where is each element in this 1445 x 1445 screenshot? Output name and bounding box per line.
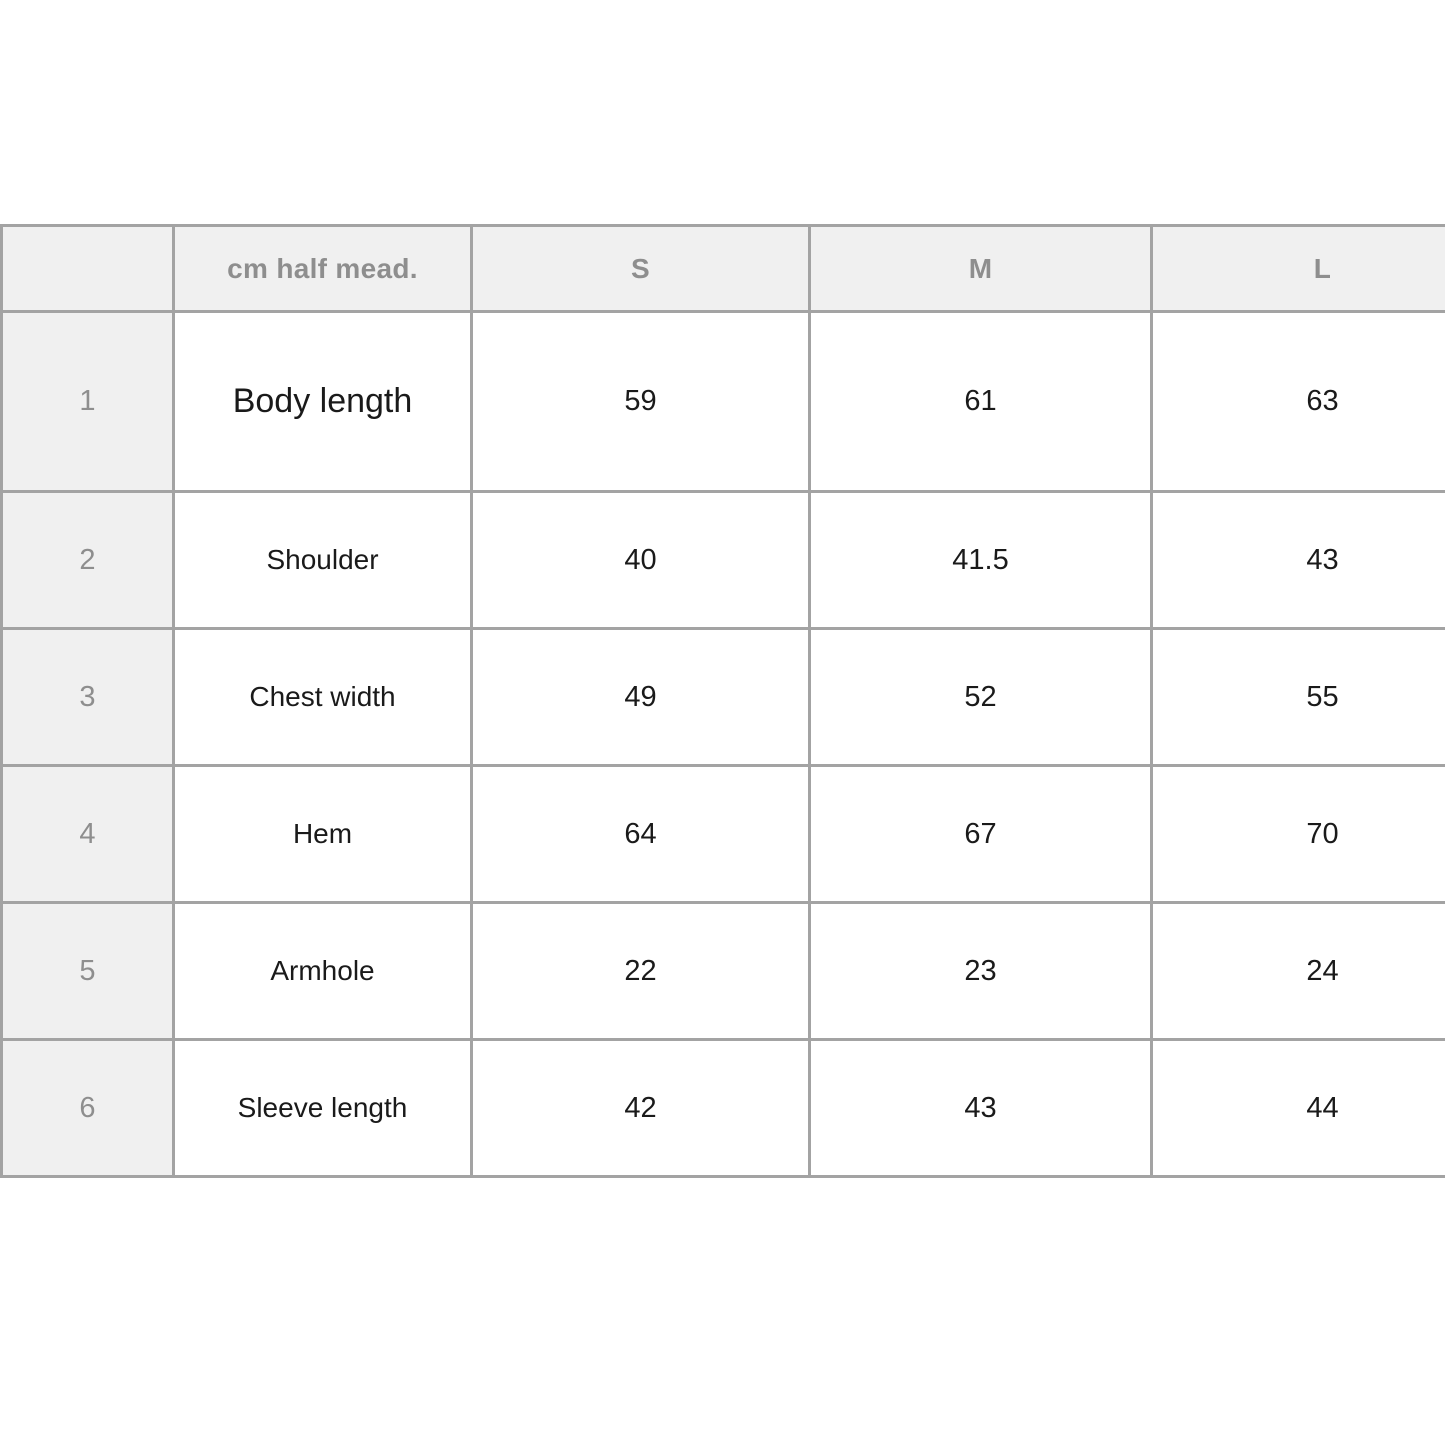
- table-row: [2, 1040, 1445, 1177]
- table-row: [2, 629, 1445, 766]
- value-s: 40: [472, 492, 810, 629]
- unit-header-cell: cm half mead.: [174, 226, 472, 312]
- row-number: 1: [2, 312, 174, 492]
- value-m: 67: [810, 766, 1152, 903]
- value-l: 44: [1152, 1040, 1445, 1177]
- size-m-header-cell: M: [810, 226, 1152, 312]
- measurement-label: Sleeve length: [174, 1040, 472, 1177]
- row-number: 4: [2, 766, 174, 903]
- value-s: 64: [472, 766, 810, 903]
- measurement-label: Shoulder: [174, 492, 472, 629]
- row-number: 6: [2, 1040, 174, 1177]
- measurement-label: Armhole: [174, 903, 472, 1040]
- value-m: 43: [810, 1040, 1152, 1177]
- size-l-header-cell: L: [1152, 226, 1445, 312]
- value-l: 63: [1152, 312, 1445, 492]
- value-s: 22: [472, 903, 810, 1040]
- measurement-label: Hem: [174, 766, 472, 903]
- table-row: [2, 766, 1445, 903]
- table-row: [2, 312, 1445, 492]
- value-s: 42: [472, 1040, 810, 1177]
- value-m: 61: [810, 312, 1152, 492]
- table-row: [2, 492, 1445, 629]
- size-s-header-cell: S: [472, 226, 810, 312]
- row-number: 2: [2, 492, 174, 629]
- value-s: 59: [472, 312, 810, 492]
- table-row: [2, 903, 1445, 1040]
- size-chart-table: [0, 224, 1445, 1178]
- value-m: 23: [810, 903, 1152, 1040]
- value-m: 41.5: [810, 492, 1152, 629]
- value-s: 49: [472, 629, 810, 766]
- corner-header-cell: [2, 226, 174, 312]
- header-row: [2, 226, 1445, 312]
- row-number: 3: [2, 629, 174, 766]
- value-m: 52: [810, 629, 1152, 766]
- value-l: 55: [1152, 629, 1445, 766]
- value-l: 43: [1152, 492, 1445, 629]
- measurement-label: Body length: [174, 312, 472, 492]
- value-l: 24: [1152, 903, 1445, 1040]
- row-number: 5: [2, 903, 174, 1040]
- value-l: 70: [1152, 766, 1445, 903]
- measurement-label: Chest width: [174, 629, 472, 766]
